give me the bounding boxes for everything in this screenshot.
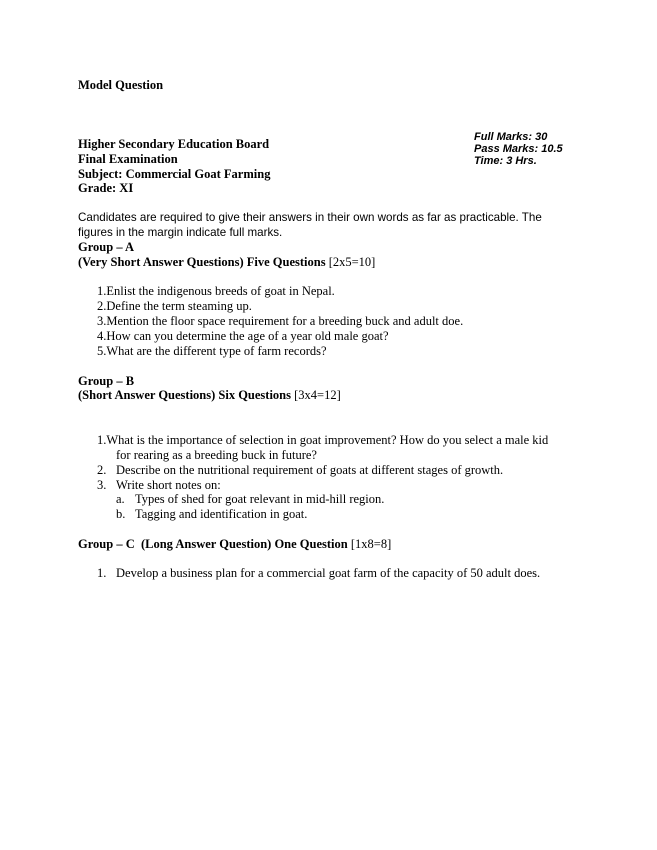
group-b-question-1-line-2: for rearing as a breeding buck in future?: [116, 448, 317, 462]
group-a-subheading: [78, 255, 375, 270]
group-b-question-3a-label: a.: [116, 492, 125, 506]
time-allowed: Time: 3 Hrs.: [474, 155, 537, 167]
group-b-subheading: [78, 388, 341, 403]
group-a-question-1: 1.Enlist the indigenous breeds of goat in Nepal.: [97, 284, 335, 298]
board-name: Higher Secondary Education Board: [78, 137, 270, 151]
group-b-question-2: Describe on the nutritional requirement of goats at different stages of growth.: [116, 463, 504, 477]
group-b-question-3a: Types of shed for goat relevant in mid-hill region.: [135, 492, 385, 506]
group-c-heading: [78, 537, 391, 552]
group-a-question-2: 2.Define the term steaming up.: [97, 299, 252, 313]
group-a-question-3: 3.Mention the floor space requirement for a breeding buck and adult doe.: [97, 314, 464, 328]
group-b-question-3b-label: b.: [116, 507, 126, 521]
group-a-subheading-text: (Very Short Answer Questions) Five Questions: [78, 255, 326, 269]
group-b-question-2-number: 2.: [97, 463, 107, 477]
group-a-marks: [2x5=10]: [328, 255, 376, 269]
group-a-question-5: 5.What are the different type of farm records?: [97, 344, 327, 358]
group-b-question-3: Write short notes on:: [116, 478, 221, 492]
group-b-heading: Group – B: [78, 374, 135, 388]
group-b-question-3b: Tagging and identification in goat.: [135, 507, 308, 521]
instructions-line-1: Candidates are required to give their answers in their own words as far as practicable. The: [78, 211, 542, 224]
group-c-heading-text: Group – C: [78, 537, 135, 551]
group-b-question-1-line-1: 1.What is the importance of selection in goat improvement? How do you select a male kid: [97, 433, 549, 447]
instructions-line-2: figures in the margin indicate full marks.: [78, 226, 283, 239]
page-title: Model Question: [78, 78, 164, 92]
group-a-question-4: 4.How can you determine the age of a year old male goat?: [97, 329, 389, 343]
full-marks: Full Marks: 30: [474, 131, 548, 143]
pass-marks: Pass Marks: 10.5: [474, 143, 563, 155]
group-b-subheading-text: (Short Answer Questions) Six Questions: [78, 388, 291, 402]
subject: Subject: Commercial Goat Farming: [78, 167, 271, 181]
group-c-marks: [1x8=8]: [350, 537, 392, 551]
group-b-marks: [3x4=12]: [294, 388, 341, 402]
group-b-question-3-number: 3.: [97, 478, 107, 492]
grade: Grade: XI: [78, 181, 134, 195]
group-c-subheading-text: (Long Answer Question) One Question: [140, 537, 348, 551]
group-c-question-1: Develop a business plan for a commercial goat farm of the capacity of 50 adult does.: [116, 566, 541, 580]
group-c-question-1-number: 1.: [97, 566, 107, 580]
exam-name: Final Examination: [78, 152, 178, 166]
group-a-heading: Group – A: [78, 240, 135, 254]
